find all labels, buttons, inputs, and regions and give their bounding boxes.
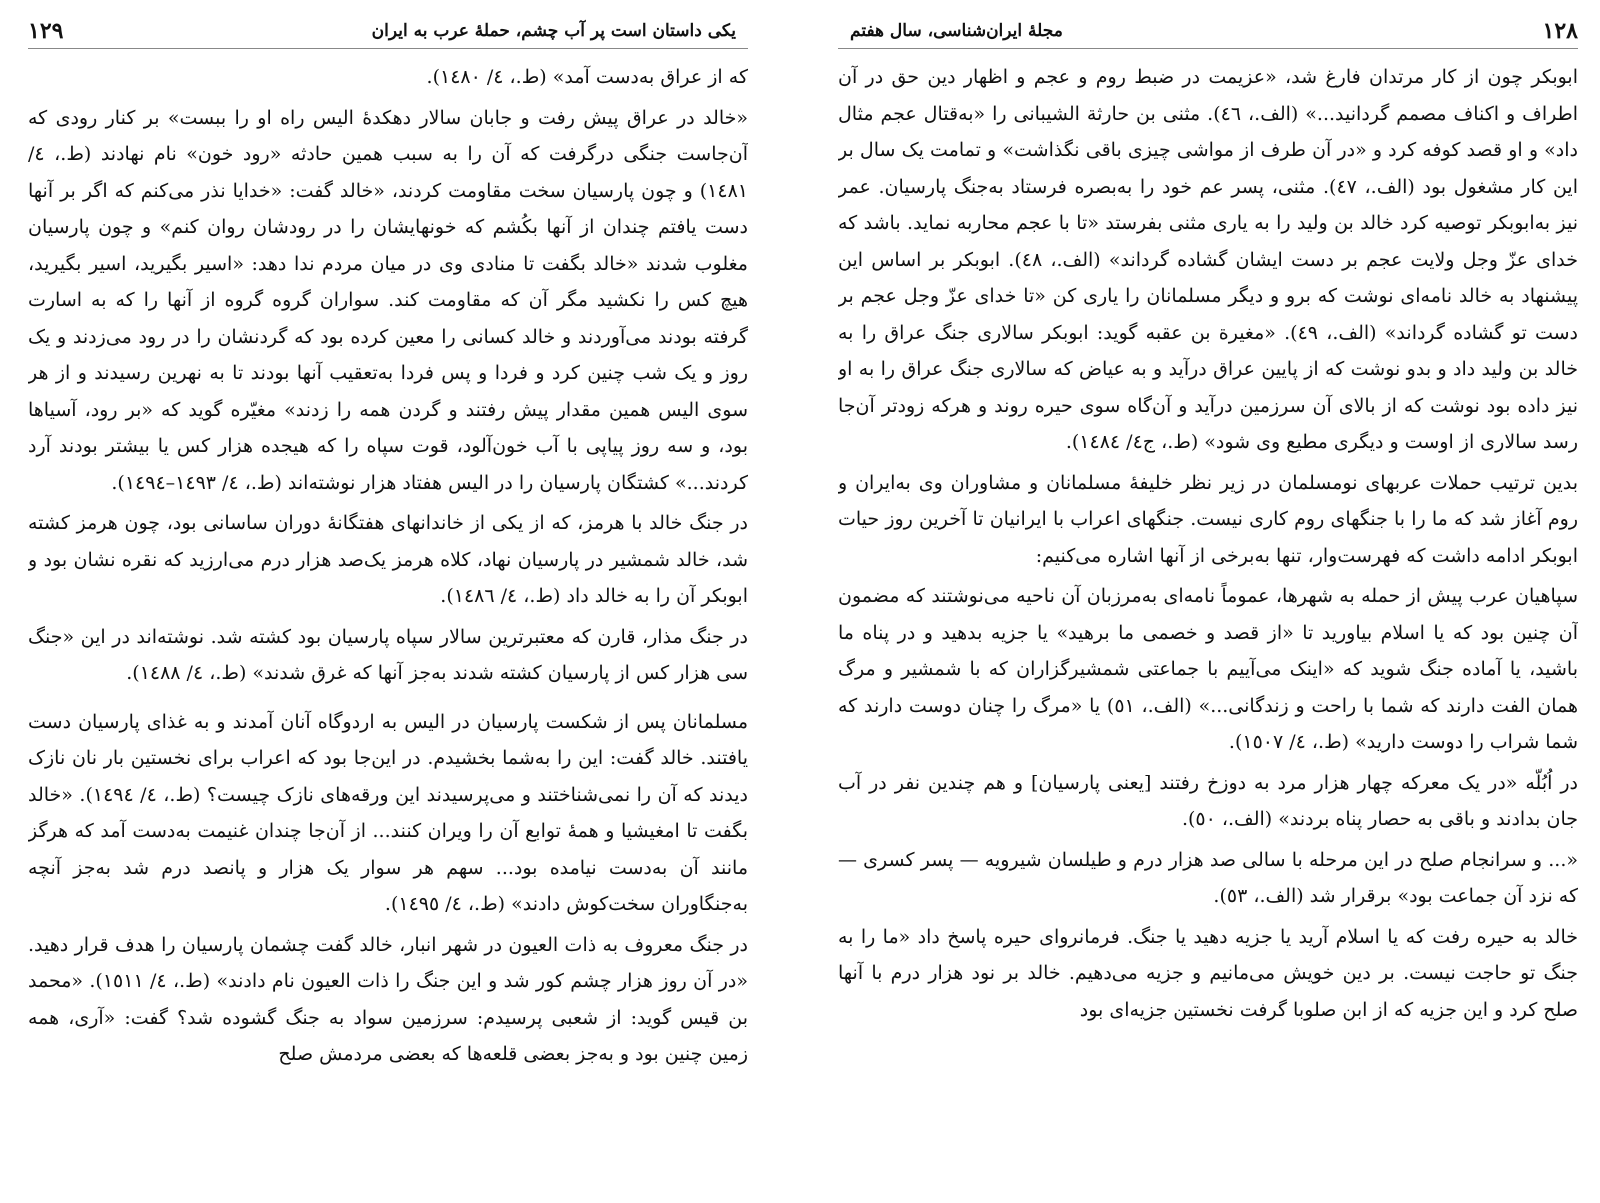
paragraph: که از عراق به‌دست آمد» (ط.، ٤/ ۱٤۸۰). bbox=[426, 66, 748, 88]
left-running-head: یکی داستان است پر آب چشم، حملهٔ عرب به ایران bbox=[371, 21, 736, 41]
right-page-body bbox=[838, 59, 1578, 1028]
left-page-body bbox=[28, 59, 748, 1073]
left-page-header bbox=[28, 14, 748, 49]
paragraph: مسلمانان پس از شکست پارسیان در الیس به اردوگاه آنان آمدند و به غذای پارسیان دست یافتند. خالد گفت: این را به‌شما بخشیدم. در این‌جا بود که اعراب برای نخستین بار نان نازک دیدند که آن را نمی‌شناختند و می‌پرسیدند این ورقه‌های نازک چیست؟ (ط.، ٤/ ۱٤۹٤). «خالد بگفت تا امغیشیا و همهٔ توابع آن را ویران کنند... از آن‌جا چندان غنیمت به‌دست آمد که هرگز مانند آن به‌دست نیامده بود... سهم هر سوار یک هزار و پانصد درم شد به‌جز آنچه به‌جنگاوران سخت‌کوش دادند» (ط.، ٤/ ۱٤۹٥). bbox=[28, 710, 748, 915]
right-page bbox=[838, 14, 1578, 1194]
paragraph: خالد به حیره رفت که یا اسلام آرید یا جزیه دهید یا جنگ. فرمانروای حیره پاسخ داد «ما را به جنگ تو حاجت نیست. بر دین خویش می‌مانیم و جزیه می‌دهیم. خالد بر نود هزار درم با آنها صلح کرد و این جزیه که از ابن صلوبا گرفت نخستین جزیه‌ای بود bbox=[838, 925, 1578, 1021]
right-page-header bbox=[838, 14, 1578, 49]
right-page-number: ۱۲۸ bbox=[1542, 18, 1578, 44]
paragraph: بدین ترتیب حملات عربهای نومسلمان در زیر نظر خلیفهٔ مسلمانان و مشاوران وی به‌ایران و روم آغاز شد که ما را با جنگهای روم کاری نیست. جنگهای اعراب با ایرانیان تا آخرین روز حیات ابوبکر ادامه داشت که فهرست‌وار، تنها به‌برخی از آنها اشاره می‌کنیم: bbox=[838, 471, 1578, 567]
paragraph: در جنگ خالد با هرمز، که از یکی از خاندانهای هفتگانهٔ دوران ساسانی بود، چون هرمز کشته شد، خالد شمشیر در پارسیان نهاد، کلاه هرمز یک‌صد هزار درم می‌ارزید که نقره نشان بود و ابوبکر آن را به خالد داد (ط.، ٤/ ۱٤۸٦). bbox=[28, 512, 748, 607]
paragraph: در جنگ مذار، قارن که معتبرترین سالار سپاه پارسیان بود کشته شد. نوشته‌اند در این «جنگ سی هزار کس از پارسیان کشته شدند به‌جز آنها که غرق شدند» (ط.، ٤/ ۱٤۸۸). bbox=[28, 625, 748, 684]
left-page-number: ۱۲۹ bbox=[28, 18, 64, 44]
paragraph: ابوبکر چون از کار مرتدان فارغ شد، «عزیمت در ضبط روم و عجم و اظهار دین حق در آن اطراف و اکناف مصمم گردانید...» (الف.، ٤٦). مثنی بن حارثة الشیبانی را «به‌قتال عجم مثال داد» و او قصد کوفه کرد و «در آن طرف از مواشی چیزی باقی نگذاشت» و تمامت یک سال بر این کار مشغول بود (الف.، ٤۷). مثنی، پسر عم خود را به‌بصره فرستاد به‌جنگ پارسیان. عمر نیز به‌ابوبکر توصیه کرد خالد بن ولید را به یاری مثنی بفرستد «تا با عجم محاربه نماید. باشد که خدای عزّ وجل ولایت عجم بر دست ایشان گشاده گرداند» (الف.، ٤۸). ابوبکر بر اساس این پیشنهاد به خالد نامه‌ای نوشت که برو و دیگر مسلمانان را یاری کن «تا خدای عزّ وجل عجم بر دست تو گشاده گرداند» (الف.، ٤۹). «مغیرة بن عقبه گوید: ابوبکر سالاری جنگ عراق را به خالد بن ولید داد و بدو نوشت که از پایین عراق درآید و به عیاض که سالاری جنگ عراق را به او نیز داده بود نوشت که از بالای آن سرزمین درآید و آن‌گاه سوی حیره روند و هرکه زودتر آن‌جا رسد سالاری از اوست و دیگری مطیع وی شود» (ط.، ج٤/ ۱٤۸٤). bbox=[838, 66, 1578, 453]
paragraph: در اُبُلّه «در یک معرکه چهار هزار مرد به دوزخ رفتند [یعنی پارسیان] و هم چندین نفر در آب جان بدادند و باقی به حصار پناه بردند» (الف.، ٥۰). bbox=[838, 771, 1578, 830]
paragraph: «... و سرانجام صلح در این مرحله با سالی صد هزار درم و طیلسان شیرویه — پسر کسری — که نزد آن جماعت بود» برقرار شد (الف.، ٥۳). bbox=[838, 848, 1578, 907]
paragraph: در جنگ معروف به ذات العیون در شهر انبار، خالد گفت چشمان پارسیان را هدف قرار دهید. «در آن روز هزار چشم کور شد و این جنگ را ذات العیون نام دادند» (ط.، ٤/ ۱٥۱۱). «محمد بن قیس گوید: از شعبی پرسیدم: سرزمین سواد به جنگ گشوده شد؟ گفت: «آری، همه زمین چنین بود و به‌جز بعضی قلعه‌ها که بعضی مردمش صلح bbox=[28, 933, 748, 1065]
right-running-head: مجلهٔ ایران‌شناسی، سال هفتم bbox=[850, 21, 1063, 41]
paragraph: «خالد در عراق پیش رفت و جابان سالار دهکدهٔ الیس راه او را ببست» بر کنار رودی که آن‌جاست جنگی درگرفت که آن را به سبب همین حادثه «رود خون» نام نهادند (ط.، ٤/ ۱٤۸۱) و چون پارسیان سخت مقاومت کردند، «خالد گفت: «خدایا نذر می‌کنم که اگر بر آنها دست یافتم چندان از آنها بکُشم که خونهایشان را در رودشان روان کنم» و چون پارسیان مغلوب شدند «خالد بگفت تا منادی وی در میان مردم ندا دهد: «اسیر بگیرید، اسیر بگیرید، هیچ کس را نکشید مگر آن که مقاومت کند. سواران گروه گروه از آنها را که به اسارت گرفته بودند می‌آوردند و خالد کسانی را معین کرده بود که گردنشان را در رود می‌زدند و یک روز و یک شب چنین کرد و فردا و پس فردا به‌تعقیب آنها بودند تا به نهرین رسیدند و از هر سوی الیس همین مقدار پیش رفتند و گردن همه را زدند» مغیّره گوید که «بر رود، آسیاها بود، و سه روز پیاپی با آب خون‌آلود، قوت سپاه را که هیجده هزار کس یا بیشتر بودند آرد کردند...» کشتگان پارسیان را در الیس هفتاد هزار نوشته‌اند (ط.، ٤/ ۱٤۹۳–۱٤۹٤). bbox=[28, 106, 748, 494]
left-page bbox=[28, 14, 748, 1194]
paragraph: سپاهیان عرب پیش از حمله به شهرها، عموماً نامه‌ای به‌مرزبان آن ناحیه می‌نوشتند که مضمون آن چنین بود که یا اسلام بیاورید تا «از قصد و خصمی ما برهید» یا جزیه بدهید و در پناه ما باشید، یا آماده جنگ شوید که «اینک می‌آییم با جماعتی شمشیرگزاران که با شمشیر و مرگ همان الفت دارند که شما با راحت و زندگانی...» (الف.، ٥۱) یا «مرگ را چنان دوست دارند که شما شراب را دوست دارید» (ط.، ٤/ ۱٥۰۷). bbox=[838, 585, 1578, 753]
